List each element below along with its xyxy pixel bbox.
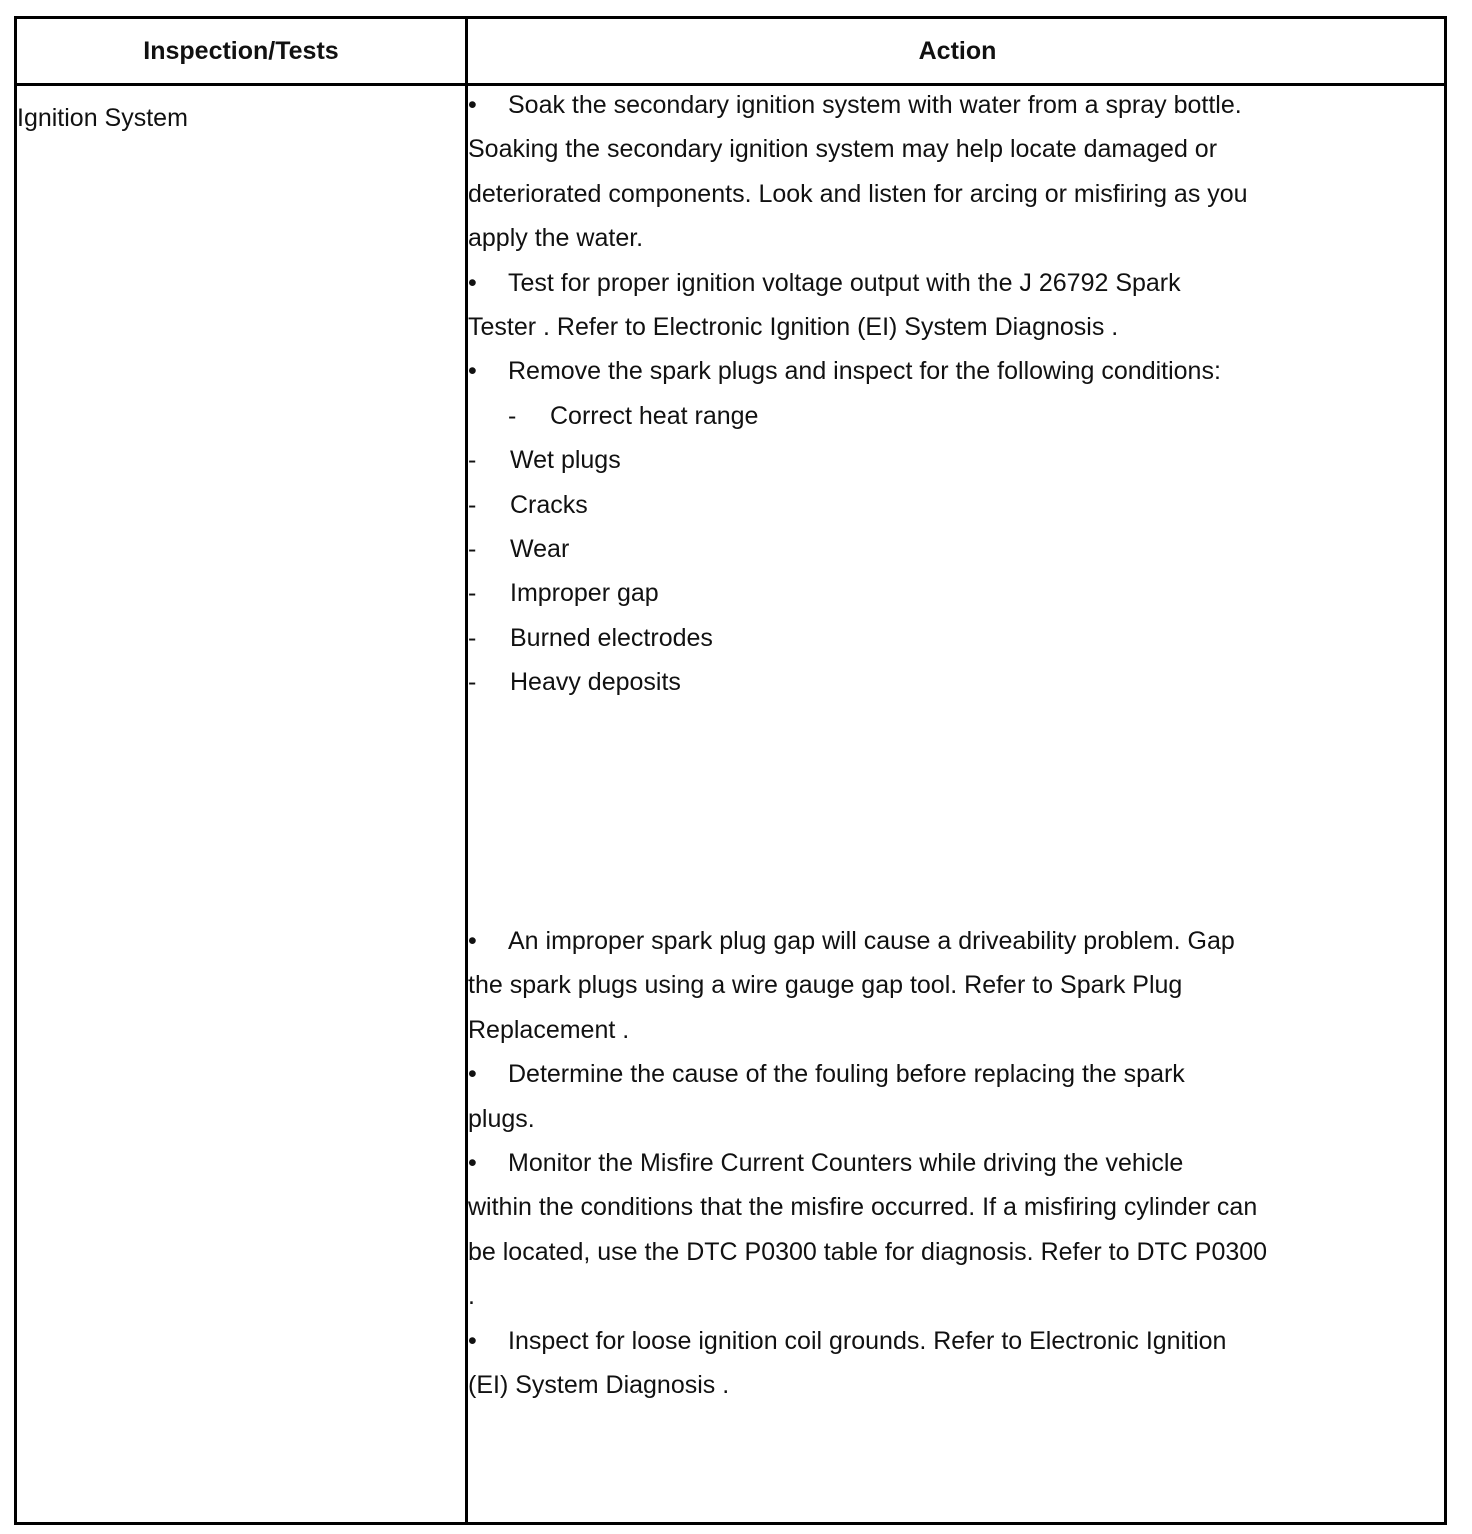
action-block-top <box>468 83 1248 704</box>
condition-item: - Cracks <box>468 490 588 519</box>
fouling-line-1: • Determine the cause of the fouling before replacing the spark <box>468 1052 1267 1096</box>
inspection-cell: Ignition System <box>17 104 188 132</box>
condition-item: - Improper gap <box>468 579 659 608</box>
monitor-line-3: be located, use the DTC P0300 table for diagnosis. Refer to DTC P0300 <box>468 1237 1268 1266</box>
condition-item: - Correct heat range <box>508 401 759 430</box>
header-action: Action <box>918 37 997 65</box>
condition-item: - Wet plugs <box>468 446 621 475</box>
condition-item: - Heavy deposits <box>468 668 681 697</box>
test-line-2: Tester . Refer to Electronic Ignition (EI) System Diagnosis . <box>468 312 1119 341</box>
gap-line-3: Replacement . <box>468 1015 630 1044</box>
bullet: • <box>468 927 477 955</box>
coil-line-1: • Inspect for loose ignition coil grounds. Refer to Electronic Ignition <box>468 1319 1267 1363</box>
gap-line-2: the spark plugs using a wire gauge gap tool. Refer to Spark Plug <box>468 971 1183 1000</box>
monitor-line-1: • Monitor the Misfire Current Counters while driving the vehicle <box>468 1141 1267 1185</box>
soak-line-4: apply the water. <box>468 224 644 253</box>
bullet: • <box>468 357 477 386</box>
coil-line-2: (EI) System Diagnosis . <box>468 1370 730 1399</box>
condition-item: - Burned electrodes <box>468 623 713 652</box>
bullet: • <box>468 91 477 119</box>
gap-line-1: • An improper spark plug gap will cause a driveability problem. Gap <box>468 919 1267 963</box>
bullet: • <box>468 1148 477 1177</box>
remove-line-1: • Remove the spark plugs and inspect for the following conditions: <box>468 349 1248 393</box>
bullet: • <box>468 268 477 297</box>
soak-line-2: Soaking the secondary ignition system may help locate damaged or <box>468 135 1218 164</box>
soak-line-1: • Soak the secondary ignition system with water from a spray bottle. <box>468 83 1248 127</box>
bullet: • <box>468 1060 477 1089</box>
header-inspection-tests: Inspection/Tests <box>143 37 339 65</box>
monitor-line-2: within the conditions that the misfire occurred. If a misfiring cylinder can <box>468 1193 1258 1222</box>
action-block-bottom <box>468 919 1267 1407</box>
fouling-line-2: plugs. <box>468 1104 535 1133</box>
monitor-line-4: . <box>468 1282 475 1311</box>
test-line-1: • Test for proper ignition voltage output with the J 26792 Spark <box>468 261 1248 305</box>
soak-line-3: deteriorated components. Look and listen for arcing or misfiring as you <box>468 179 1248 208</box>
condition-item: - Wear <box>468 534 570 563</box>
bullet: • <box>468 1326 477 1355</box>
